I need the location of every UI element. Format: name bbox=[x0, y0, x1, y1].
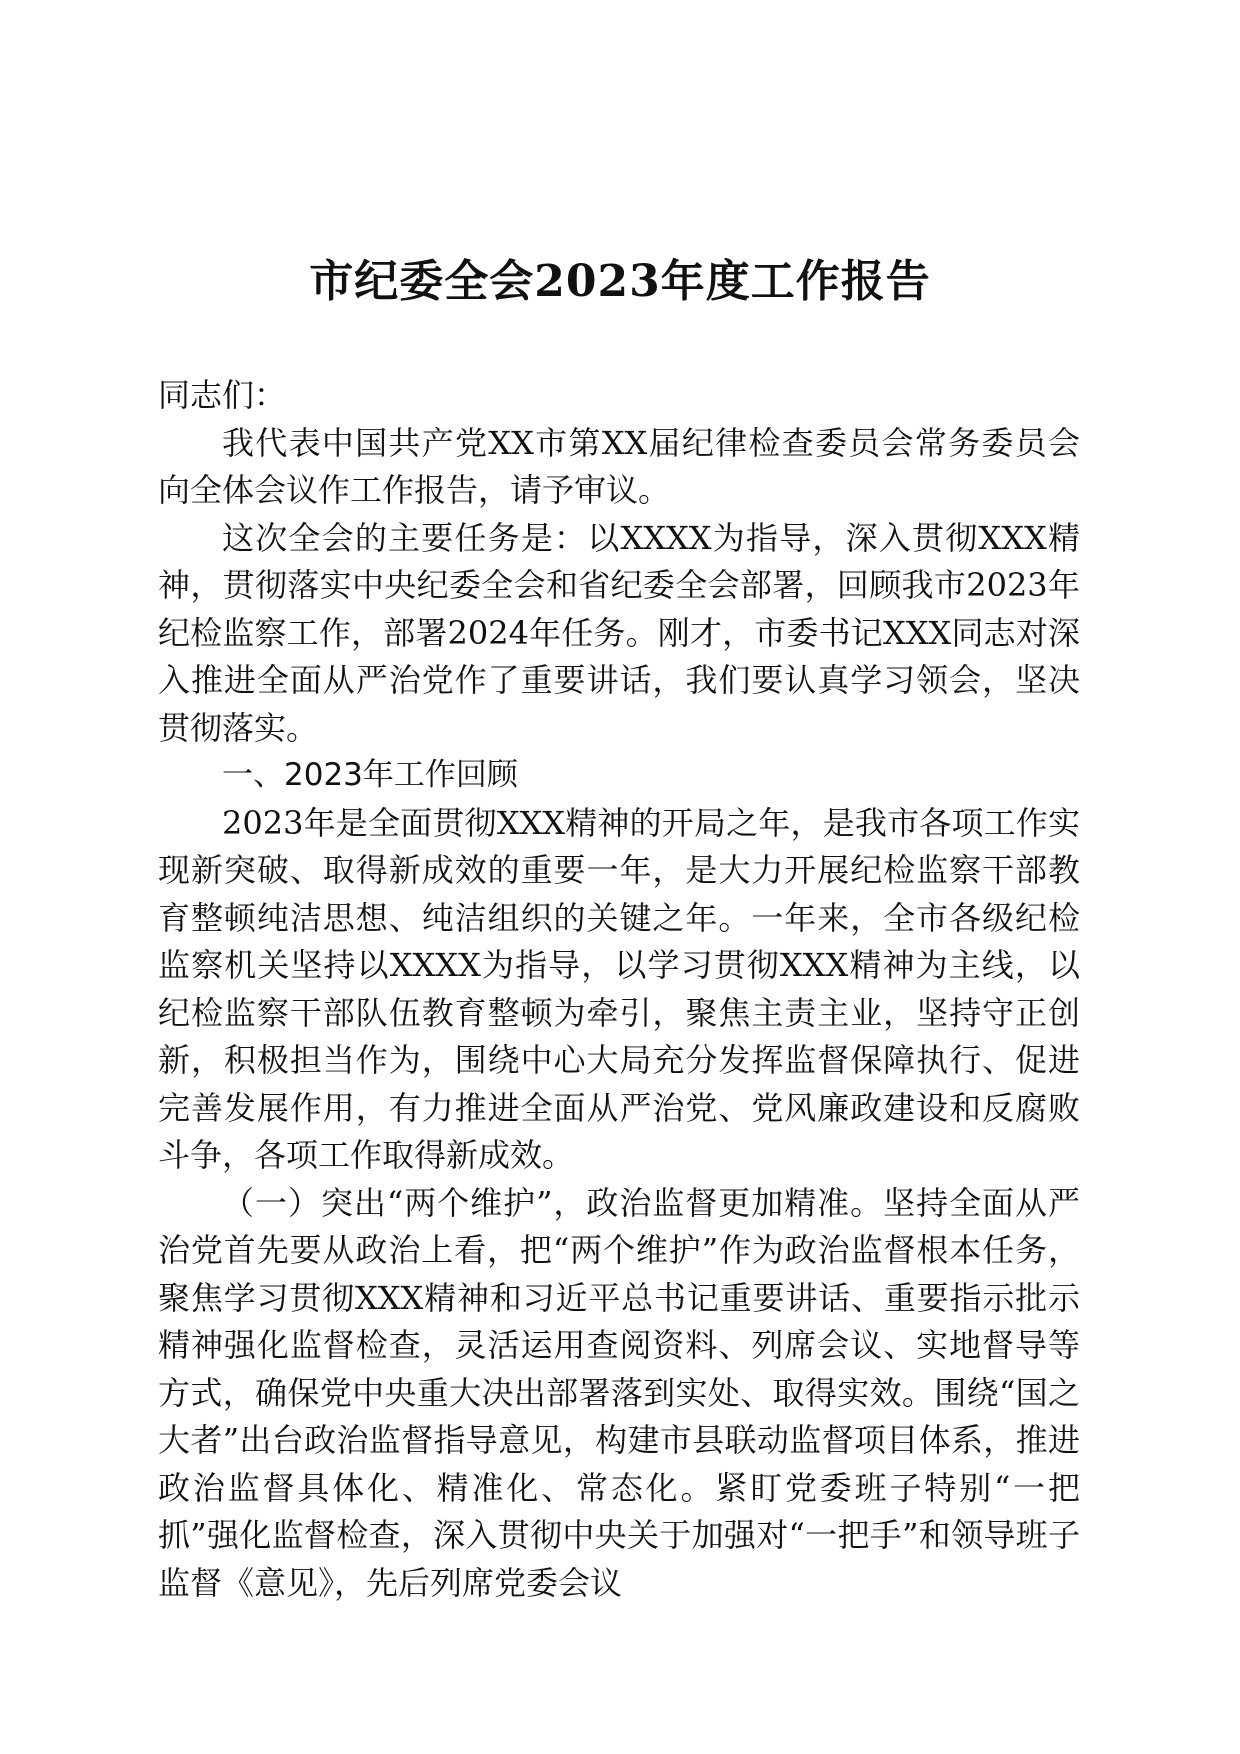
paragraph-main-tasks: 这次全会的主要任务是：以XXXX为指导，深入贯彻XXX精神，贯彻落实中央纪委全会和省纪委全会部署，回顾我市2023年纪检监察工作，部署2024年任务。刚才，市委书记XXX同志对深入推进全面从严治党作了重要讲话，我们要认真学习领会，坚决贯彻落实。 bbox=[158, 518, 1080, 747]
paragraph-political-supervision: （一）突出“两个维护”，政治监督更加精准。坚持全面从严治党首先要从政治上看，把“两个维护”作为政治监督根本任务，聚焦学习贯彻XXX精神和习近平总书记重要讲话、重要指示批示精神强化监督检查，灵活运用查阅资料、列席会议、实地督导等方式，确保党中央重大决出部署落到实处、取得实效。围绕“国之大者”出台政治监督指导意见，构建市县联动监督项目体系，推进政治监督具体化、精准化、常态化。紧盯党委班子特别“一把抓”强化监督检查，深入贯彻中央关于加强对“一把手”和领导班子监督《意见》，先后列席党委会议 bbox=[158, 1183, 1080, 1602]
salutation: 同志们： bbox=[158, 376, 287, 414]
document-body bbox=[158, 372, 1080, 1607]
document-title: 市纪委全会2023年度工作报告 bbox=[309, 256, 931, 307]
section-heading-work-review: 一、2023年工作回顾 bbox=[222, 757, 518, 793]
paragraph-work-review-intro: 2023年是全面贯彻XXX精神的开局之年，是我市各项工作实现新突破、取得新成效的重要一年，是大力开展纪检监察干部教育整顿纯洁思想、纯洁组织的关键之年。一年来，全市各级纪检监察机关坚持以XXXX为指导，以学习贯彻XXX精神为主线，以纪检监察干部队伍教育整顿为牵引，聚焦主责主业，坚持守正创新，积极担当作为，围绕中心大局充分发挥监督保障执行、促进完善发展作用，有力推进全面从严治党、党风廉政建设和反腐败斗争，各项工作取得新成效。 bbox=[158, 803, 1080, 1174]
paragraph-opening: 我代表中国共产党XX市第XX届纪律检查委员会常务委员会向全体会议作工作报告，请予审议。 bbox=[158, 423, 1080, 509]
